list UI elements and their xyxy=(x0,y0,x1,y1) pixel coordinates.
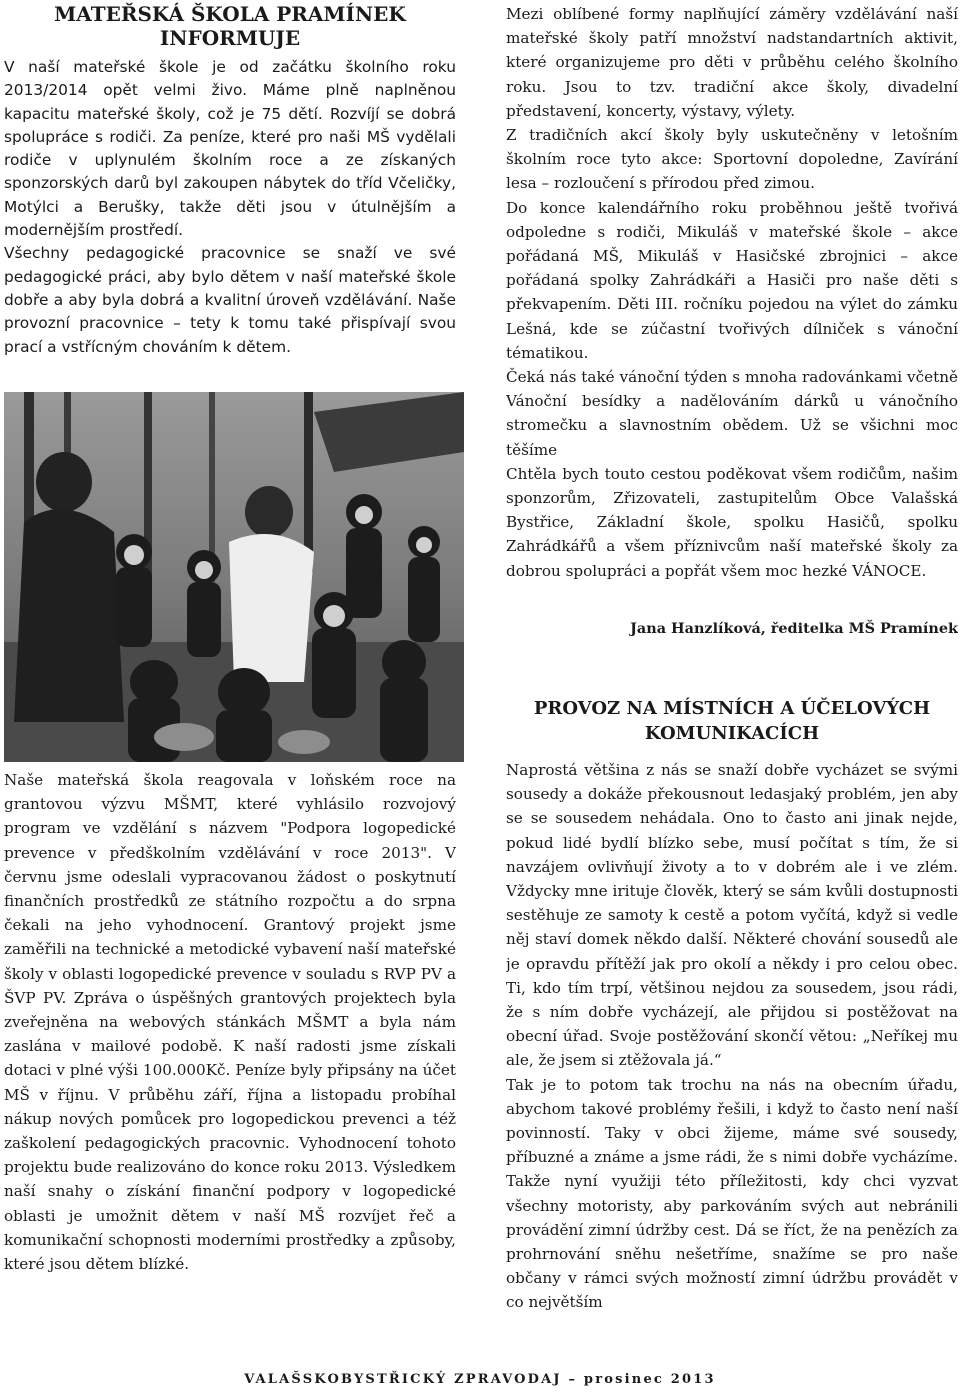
roads-title-line2: KOMUNIKACÍCH xyxy=(644,723,820,744)
kindergarten-paragraph-r1: Mezi oblíbené formy naplňující záměry vzdělávání naší mateřské školy patří množství nadstandartních aktivit, které organizujeme pro děti v průběhu celého školního roku. Jsou to tzv. tradiční akce školy, divadelní představení, koncerty, výstavy, výlety. xyxy=(506,5,958,120)
newsletter-footer: VALAŠSKOBYSTŘICKÝ ZPRAVODAJ – prosinec 2013 xyxy=(244,1372,716,1387)
kindergarten-article-bottom xyxy=(4,768,456,1276)
kindergarten-paragraph-1: V naší mateřské škole je od začátku školního roku 2013/2014 opět velmi živo. Máme plně naplněnou kapacitu mateřské školy, což je 75 dětí. Rozvíjí se dobrá spolupráce s rodiči. Za peníze, které pro naši MŠ vydělali rodiče v uplynulém školním roce a ze získaných sponzorských darů byl zakoupen nábytek do tříd Včeličky, Motýlci a Berušky, takže děti jsou v útulnějším a modernějším prostředí. xyxy=(4,58,456,240)
kindergarten-paragraph-3: Naše mateřská škola reagovala v loňském roce na grantovou výzvu MŠMT, které vyhlásilo rozvojový program ve vzdělání s názvem "Podpora logopedické prevence v předškolním vzdělávání v roce 2013". V červnu jsme odeslali vypracovanou žádost o poskytnutí finančních prostředků ze státního rozpočtu a do srpna čekali na jeho vyhodnocení. Grantový projekt jsme zaměřili na technické a metodické vybavení naší mateřské školy v oblasti logopedické prevence v souladu s RVP PV a ŠVP PV. Zpráva o úspěšných grantových projektech byla zveřejněna na webových stánkách MŠMT a byla nám zaslána v mailové podobě. K naší radosti jsme získali dotaci v plné výši 100.000Kč. Peníze byly připsány na účet MŠ v říjnu. V průběhu září, října a listopadu probíhal nákup nových pomůcek pro logopedickou prevenci a též zaškolení pedagogických pracovnic. Vyhodnocení tohoto projektu bude realizováno do konce roku 2013. Výsledkem naší snahy o získání finanční podpory v logopedické oblasti je umožnit dětem v naší MŠ rozvíjet řeč a komunikační schopnosti moderními prostředky a způsoby, které jsou dětem blízké. xyxy=(4,771,456,1274)
roads-title-line1: PROVOZ NA MÍSTNÍCH A ÚČELOVÝCH xyxy=(533,698,931,719)
roads-paragraph-1: Naprostá většina z nás se snaží dobře vycházet se svými sousedy a dokáže překousnout ledasjaký problém, jen aby se se sousedem nehádala. Ono to často ani jinak nejde, pokud lidé bydlí blízko sebe, musí počítat s tím, že si navzájem ovlivňují životy a to v dobrém ale i ve zlém. Vždycky mne irituje člověk, který se sám kvůli dostupnosti sestěhuje ze samoty k cestě a potom vyčítá, když si vedle něj staví domek někdo další. Některé chování sousedů ale je opravdu přítěží jak pro okolí a někdy i pro celou obec. Ti, kdo tím trpí, většinou nejdou za sousedem, jsou rádi, že s ním dobře vycházejí, ale přijdou si postěžovat na obecní úřad. Svoje postěžování skončí větou: „Neříkej mu ale, že jsem si ztěžovala já.“ xyxy=(506,761,958,1070)
kindergarten-paragraph-r2: Z tradičních akcí školy byly uskutečněny v letošním školním roce tyto akce: Sportovní dopoledne, Zavírání lesa – rozloučení s přírodou před zimou. xyxy=(506,126,958,193)
roads-article xyxy=(506,696,958,1366)
kindergarten-paragraph-r5: Chtěla bych touto cestou poděkovat všem rodičům, našim sponzorům, Zřizovateli, zastupitelům Obce Valašská Bystřice, Základní škole, spolku Hasičů, spolku Zahrádkářů a všem příznivcům naší mateřské školy za dobrou spolupráci a popřát všem moc hezké VÁNOCE. xyxy=(506,464,958,580)
kindergarten-paragraph-r4: Čeká nás také vánoční týden s mnoha radovánkami včetně Vánoční besídky a nadělováním dárků u vánočního stromečku a slavnostním obědem. Už se všichni moc těšíme xyxy=(506,368,958,459)
kindergarten-article-top xyxy=(4,2,456,359)
children-forest-photo xyxy=(4,392,464,762)
kindergarten-article-continued xyxy=(506,2,958,641)
children-forest-photo-svg xyxy=(4,392,464,762)
kindergarten-title-line2: INFORMUJE xyxy=(159,26,301,50)
kindergarten-paragraph-2: Všechny pedagogické pracovnice se snaží ve své pedagogické práci, aby bylo dětem v naší mateřské škole dobře a aby byla dobrá a kvalitní úroveň vzdělávání. Naše provozní pracovnice – tety k tomu také přispívají svou prací a vstřícným chováním k dětem. xyxy=(4,244,456,356)
kindergarten-paragraph-r3: Do konce kalendářního roku proběhnou ještě tvořivá odpoledne s rodiči, Mikuláš v mateřské škole – akce pořádaná MŠ, Mikuláš v Hasičské zbrojnici – akce pořádaná spolky Zahrádkáři a Hasiči pro naše děti s překvapením. Děti III. ročníku pojedou na výlet do zámku Lešná, kde se zúčastní tvořivých dílniček s vánoční tématikou. xyxy=(506,198,958,362)
kindergarten-title-line1: MATEŘSKÁ ŠKOLA PRAMÍNEK xyxy=(54,2,406,26)
kindergarten-signature: Jana Hanzlíková, ředitelka MŠ Pramínek xyxy=(630,619,958,637)
roads-paragraph-2: Tak je to potom tak trochu na nás na obecním úřadu, abychom takové problémy řešili, i když to často není naší povinností. Taky v obci žijeme, máme své sousedy, příbuzné a známe a jsme rádi, že s nimi dobře vycházíme. Takže nyní využiji této příležitosti, kdy chci vyzvat všechny motoristy, aby parkováním svých aut nebránili provádění zimní údržby cest. Dá se říct, že na penězích za prohrnování sněhu nešetříme, snažíme se pro naše občany v rámci svých možností zimní údržbu provádět v co největším xyxy=(506,1075,958,1312)
